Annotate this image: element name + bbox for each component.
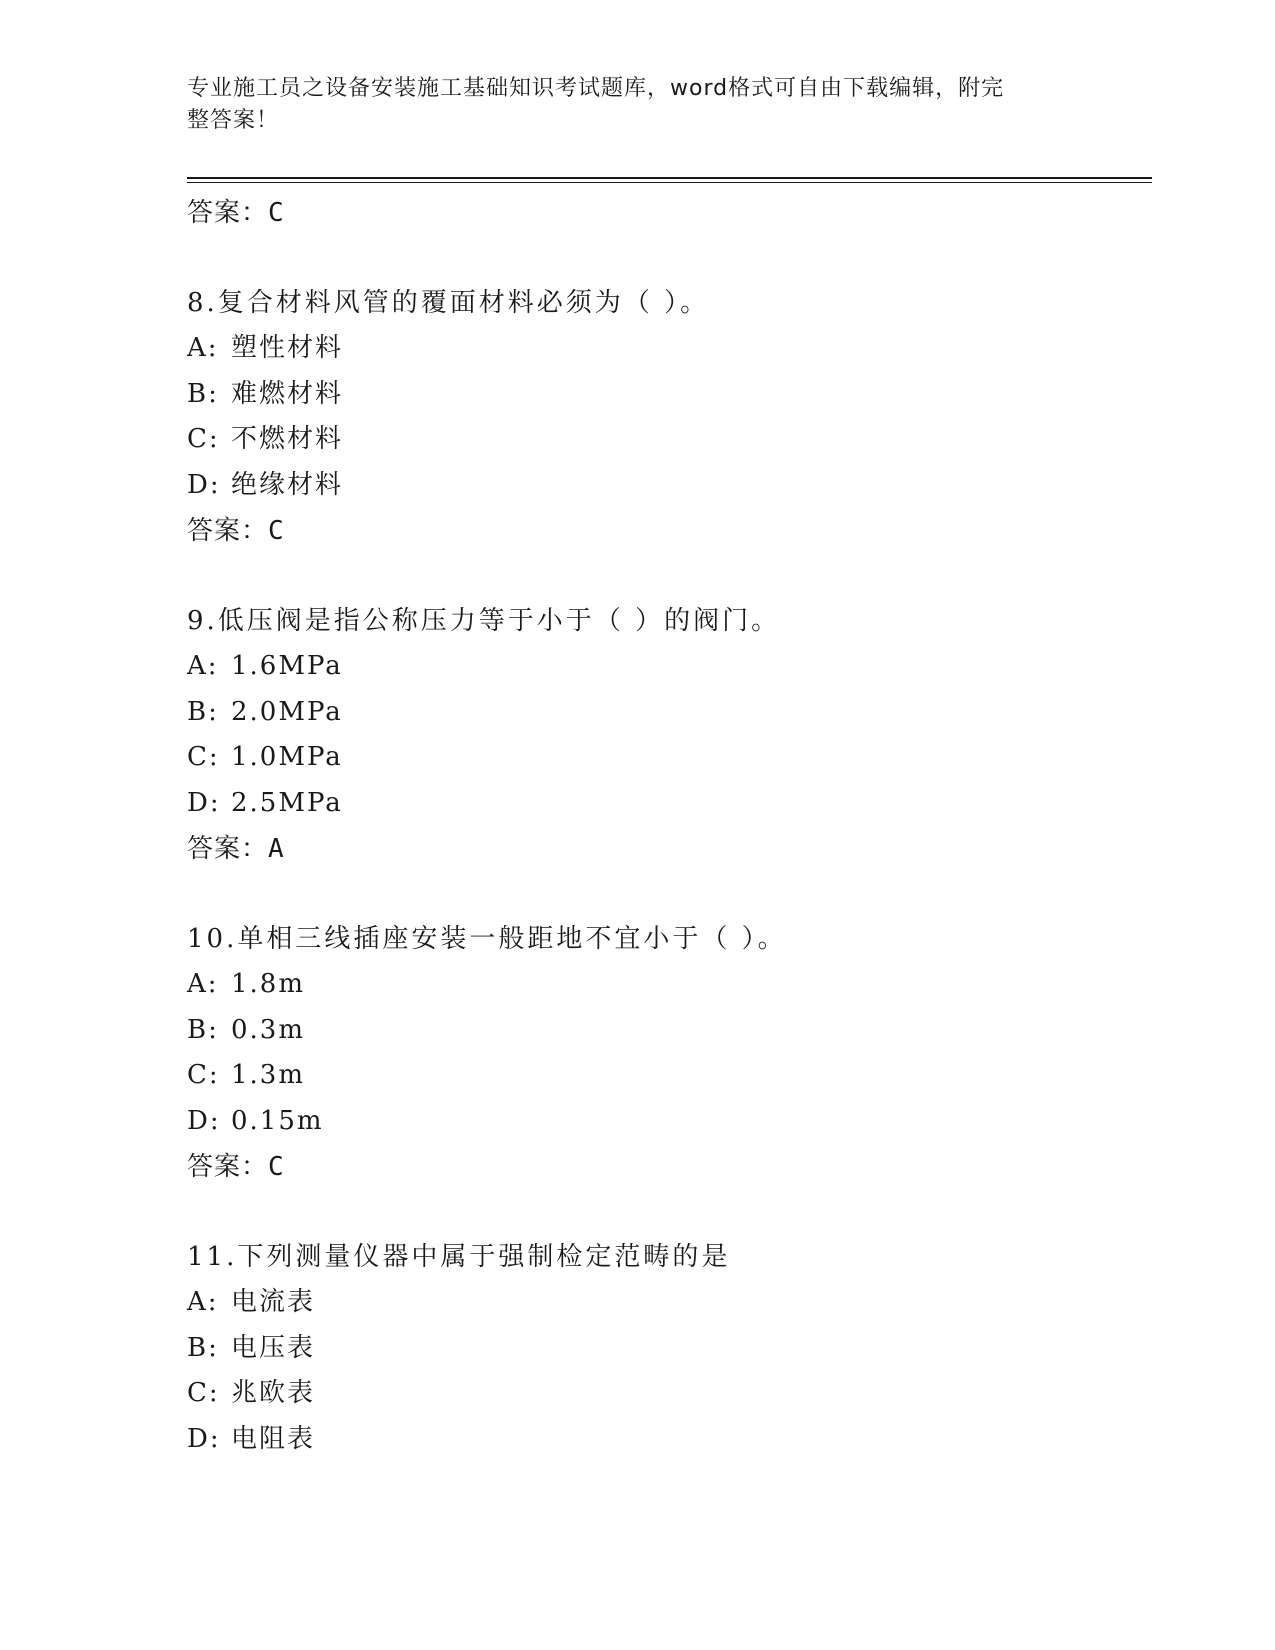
option-d (187, 463, 1152, 509)
header-divider-thick (187, 177, 1152, 179)
option-a (187, 326, 1152, 372)
answer-line (187, 508, 1152, 554)
option-text: 塑性材料 (231, 333, 344, 363)
option-text: 1.3m (231, 1060, 306, 1090)
answer-value: A (268, 834, 285, 864)
option-text: 电流表 (231, 1287, 316, 1317)
option-letter: A: (187, 1287, 219, 1317)
option-letter: B: (187, 1332, 219, 1363)
option-text: 2.0MPa (231, 696, 343, 727)
option-a (187, 962, 1152, 1008)
option-text: 1.8m (231, 969, 306, 999)
option-d (187, 781, 1152, 827)
option-d (187, 1099, 1152, 1145)
answer-line (187, 1144, 1152, 1190)
option-letter: C: (187, 1060, 220, 1090)
answer-label: 答案： (187, 834, 269, 864)
option-text: 0.3m (231, 1014, 306, 1045)
question-title: 9.低压阀是指公称压力等于小于（ ）的阀门。 (187, 606, 781, 636)
option-letter: A: (187, 651, 219, 681)
header-divider-thin (187, 182, 1152, 183)
question-title: 8.复合材料风管的覆面材料必须为（ ）。 (187, 288, 710, 318)
question-item (187, 1234, 1152, 1462)
option-b (187, 1326, 1152, 1372)
option-text: 2.5MPa (231, 787, 343, 818)
answer-label: 答案： (187, 198, 269, 228)
option-letter: D: (187, 787, 221, 818)
option-text: 1.6MPa (231, 651, 343, 681)
answer-value: C (268, 198, 285, 228)
answer-label: 答案： (187, 516, 269, 546)
option-letter: C: (187, 1378, 220, 1408)
option-letter: D: (187, 469, 221, 500)
option-letter: D: (187, 1105, 221, 1136)
header-text-line-1: 专业施工员之设备安装施工基础知识考试题库，word格式可自由下载编辑，附完 (187, 76, 1005, 101)
answer-line (187, 826, 1152, 872)
option-text: 不燃材料 (231, 424, 344, 454)
option-text: 电压表 (231, 1332, 316, 1363)
option-c (187, 1053, 1152, 1099)
option-letter: B: (187, 1014, 219, 1045)
option-text: 绝缘材料 (231, 469, 344, 500)
question-list (187, 190, 1152, 1462)
option-letter: C: (187, 424, 220, 454)
option-text: 0.15m (231, 1105, 324, 1136)
option-letter: C: (187, 742, 220, 772)
option-c (187, 735, 1152, 781)
option-a (187, 644, 1152, 690)
question-title: 11.下列测量仪器中属于强制检定范畴的是 (187, 1242, 731, 1272)
document-header (187, 73, 1077, 137)
option-letter: A: (187, 969, 219, 999)
option-text: 电阻表 (231, 1423, 316, 1454)
option-b (187, 372, 1152, 418)
option-b (187, 690, 1152, 736)
option-text: 难燃材料 (231, 378, 344, 409)
option-letter: B: (187, 378, 219, 409)
answer-label: 答案： (187, 1152, 269, 1182)
option-c (187, 1371, 1152, 1417)
option-d (187, 1417, 1152, 1463)
question-item (187, 598, 1152, 872)
option-b (187, 1008, 1152, 1054)
answer-value: C (268, 1152, 285, 1182)
option-letter: A: (187, 333, 219, 363)
question-item (187, 280, 1152, 554)
question-item (187, 916, 1152, 1190)
answer-value: C (268, 516, 285, 546)
option-letter: B: (187, 696, 219, 727)
option-text: 1.0MPa (231, 742, 343, 772)
answer-line (187, 190, 1152, 236)
option-letter: D: (187, 1423, 221, 1454)
option-c (187, 417, 1152, 463)
question-title: 10.单相三线插座安装一般距地不宜小于（ ）。 (187, 924, 787, 954)
option-text: 兆欧表 (231, 1378, 316, 1408)
header-text-line-2: 整答案！ (187, 108, 280, 133)
option-a (187, 1280, 1152, 1326)
